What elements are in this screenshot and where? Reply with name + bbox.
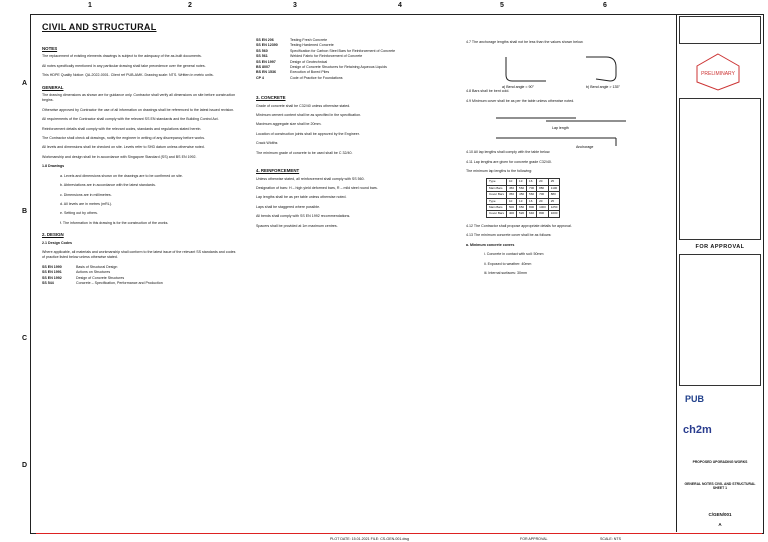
code-key: SS EN 1991 xyxy=(42,270,62,275)
table-cell: 450 xyxy=(517,192,527,198)
code-key: SS 561 xyxy=(256,54,268,59)
note: Laps shall be staggered where possible. xyxy=(256,204,321,209)
table-cell: 560 xyxy=(527,192,537,198)
table-header: 16 xyxy=(527,179,537,185)
table-cell: 880 xyxy=(537,185,549,191)
note: The Contractor shall check all drawings, notify the engineer in writing of any discrepancy before works. xyxy=(42,136,205,141)
note: 4.11 Lap lengths are given for concrete grade C32/40. xyxy=(466,159,552,164)
code-value: Actions on Structures xyxy=(76,270,111,275)
section-heading: GENERAL xyxy=(42,84,64,90)
note: Workmanship and design shall be in accordance with Singapore Standard (SS) and BS EN 1992. xyxy=(42,154,197,159)
code-key: SS 544 xyxy=(42,280,54,285)
note: Otherwise approved by Contractor the use of all information on drawings shall be referenced to the latest issued revision. xyxy=(42,107,235,112)
section-heading: 3. CONCRETE xyxy=(256,95,286,101)
code-key: BS EN 1536 xyxy=(256,70,276,75)
engineer-stamp xyxy=(691,52,745,92)
lap-diagram xyxy=(466,108,666,130)
table-cell: Cover Bars xyxy=(487,192,507,198)
table-cell: 10 xyxy=(507,198,517,204)
bend-label-a: a) Bend angle = 90° xyxy=(502,85,534,90)
col-number: 1 xyxy=(88,2,92,9)
col-number: 4 xyxy=(398,2,402,9)
note: 4.12 The Contractor shall propose appropriate details for approval. xyxy=(466,223,572,228)
code-key: BS 8007 xyxy=(256,65,270,70)
table-cell: 1100 xyxy=(548,185,560,191)
stamp-text: PRELIMINARY xyxy=(701,71,735,77)
section-heading: 4. REINFORCEMENT xyxy=(256,168,300,174)
note: The replacement of existing elements drawings is subject to the adequacy of the as-built documents. xyxy=(42,54,202,59)
note: Designation of bars: H – high yield deformed bars, R – mild steel round bars. xyxy=(256,185,378,190)
notes-column-2 xyxy=(256,38,452,233)
note: All notes specifically mentioned in any particular drawing shall take precedence over the general notes. xyxy=(42,63,206,68)
table-cell: 560 xyxy=(517,185,527,191)
code-key: SS EN 1990 xyxy=(42,264,62,269)
note: All levels and dimensions shall be checked on site. Levels refer to SHD datum unless otherwise noted. xyxy=(42,145,205,150)
table-cell: 1250 xyxy=(548,205,560,211)
code-value: Concrete – Specification, Performance and Production xyxy=(76,280,163,285)
drawing-number: C/GEN/001 xyxy=(708,512,732,517)
project-title: PROPOSED UPGRADING WORKS xyxy=(692,460,748,464)
table-cell: 880 xyxy=(548,192,560,198)
table-cell: 13 xyxy=(517,198,527,204)
note: a. Levels and dimensions shown on the drawings are to be confirmed on site. xyxy=(60,173,183,178)
notes-area xyxy=(36,18,674,530)
table-row xyxy=(487,211,560,217)
table-cell: 20 xyxy=(537,198,549,204)
table-header: 13 xyxy=(517,179,527,185)
subheading: 2.1 Design Codes xyxy=(42,240,72,245)
table-header: 10 xyxy=(507,179,517,185)
note: Where applicable, all materials and workmanship shall conform to the latest issue of the relevant SS standards and codes of practice listed below unless otherwise stated. xyxy=(42,249,236,260)
note: Maximum aggregate size shall be 20mm. xyxy=(256,122,322,127)
note: Location of construction joints shall be approved by the Engineer. xyxy=(256,131,360,136)
note: The minimum grade of concrete to be used shall be C 32/40. xyxy=(256,150,353,155)
table-cell: 400 xyxy=(507,211,517,217)
pub-logo: PUB xyxy=(685,394,705,404)
table-cell: 1000 xyxy=(537,205,549,211)
table-cell: Cover Bars xyxy=(487,211,507,217)
code-value: Specification for Carbon Steel Bars for Reinforcement of Concrete xyxy=(290,48,396,53)
table-cell: 350 xyxy=(507,192,517,198)
code-value: Design of Concrete Structures xyxy=(76,275,125,280)
note: i. Concrete in contact with soil: 50mm xyxy=(484,252,544,257)
col-number: 5 xyxy=(500,2,504,9)
table-cell: Main Bars xyxy=(487,185,507,191)
lap-length-table xyxy=(486,178,560,217)
status-footer: FOR APPROVAL xyxy=(520,537,548,541)
table-cell: 500 xyxy=(507,205,517,211)
note: iii. Internal surfaces: 30mm xyxy=(484,270,527,275)
code-value: Testing Hardened Concrete xyxy=(290,43,334,48)
note: ii. Exposed to weather: 40mm xyxy=(484,261,532,266)
table-header: 25 xyxy=(548,179,560,185)
note: 4.9 Minimum cover shall be as per the table unless otherwise noted. xyxy=(466,98,575,103)
notes-column-1 xyxy=(42,40,238,286)
code-value: Testing Fresh Concrete xyxy=(290,38,328,42)
ch2m-logo: ch2m xyxy=(683,424,712,436)
code-value: Design of Concrete Structures for Retaining Aqueous Liquids xyxy=(290,65,387,70)
note: e. Setting out by others. xyxy=(60,211,98,216)
revision-table xyxy=(679,254,761,386)
table-cell: Type xyxy=(487,198,507,204)
code-row xyxy=(42,281,238,286)
title-block xyxy=(676,14,763,532)
row-letter: B xyxy=(22,208,28,215)
code-key: SS EN 12390 xyxy=(256,43,278,48)
revision-letter: A xyxy=(718,522,722,527)
note: Reinforcement details shall comply with the relevant codes, standards and regulations stated herein. xyxy=(42,126,202,131)
table-cell: 650 xyxy=(517,205,527,211)
section-heading: NOTES xyxy=(42,46,58,51)
row-letter: A xyxy=(22,80,28,87)
red-border-line xyxy=(36,533,762,534)
note: 4.8 Bars shall be bent cold. xyxy=(466,89,510,94)
anchorage-diagram xyxy=(466,130,666,150)
table-cell: 700 xyxy=(537,192,549,198)
table-cell: 450 xyxy=(507,185,517,191)
file-reference: PLOT DATE: 15.01.2021 FILE: CS-GEN-001.dwg xyxy=(330,537,409,541)
bar-bend-diagram xyxy=(466,49,666,89)
code-value: Basis of Structural Design xyxy=(76,264,118,269)
page-title: CIVIL AND STRUCTURAL xyxy=(42,22,157,32)
code-key: SS EN 1997 xyxy=(256,59,276,64)
note: c. Dimensions are in millimetres. xyxy=(60,192,112,197)
bend-label-b: b) Bend angle > 135° xyxy=(586,85,620,90)
table-cell: 640 xyxy=(527,211,537,217)
note: All bends shall comply with SS EN 1992 recommendations. xyxy=(256,214,351,219)
col-number: 6 xyxy=(603,2,607,9)
table-cell: 800 xyxy=(527,205,537,211)
scale-footer: SCALE: NTS xyxy=(600,537,621,541)
table-cell: 16 xyxy=(527,198,537,204)
note: Minimum cement content shall be as specified in the specification. xyxy=(256,113,362,118)
col-number: 3 xyxy=(293,2,297,9)
table-cell: Main Bars xyxy=(487,205,507,211)
note: 4.7 The anchorage lengths shall not be less than the values shown below. xyxy=(466,40,584,44)
table-cell: 800 xyxy=(537,211,549,217)
note: 4.13 The minimum concrete cover shall be as follows: xyxy=(466,233,552,238)
drawing-title: GENERAL NOTES CIVIL AND STRUCTURAL SHEET 1 xyxy=(684,482,756,490)
code-key: SS 560 xyxy=(256,48,268,53)
revision-box xyxy=(679,16,761,44)
table-caption: The minimum lap lengths to the following: xyxy=(466,169,533,174)
code-value: Code of Practice for Foundations xyxy=(290,75,343,80)
row-letter: D xyxy=(22,462,28,469)
table-cell: 700 xyxy=(527,185,537,191)
table-cell: 1000 xyxy=(548,211,560,217)
lap-label: Lap length xyxy=(552,126,569,131)
note: 4.10 All lap lengths shall comply with the table below. xyxy=(466,150,551,155)
code-key: SS EN 1992 xyxy=(42,275,62,280)
note: Spacers shall be provided at 1m maximum centres. xyxy=(256,223,338,228)
note: All requirements of the Contractor shall comply with the relevant SS EN standards and the Building Control Act. xyxy=(42,117,219,122)
note: Lap lengths shall be as per table unless otherwise noted. xyxy=(256,195,347,200)
code-value: Welded Fabric for Reinforcement of Concrete xyxy=(290,54,363,59)
subheading: 1.8 Drawings xyxy=(42,164,65,169)
note: Crack Widths xyxy=(256,141,278,146)
row-letter: C xyxy=(22,335,28,342)
code-row xyxy=(256,76,452,81)
notes-column-3 xyxy=(466,40,666,280)
note: The drawing dimensions as shown are for guidance only. Contractor shall verify all dimensions on site before construction begins. xyxy=(42,93,236,103)
section-heading: 2. DESIGN xyxy=(42,232,64,238)
code-key: SS EN 206 xyxy=(256,38,274,42)
note: Unless otherwise stated, all reinforcement shall comply with SS 560. xyxy=(256,176,365,181)
code-value: Execution of Bored Piles xyxy=(290,70,330,75)
notes-box xyxy=(679,98,761,240)
table-cell: 520 xyxy=(517,211,527,217)
col-number: 2 xyxy=(188,2,192,9)
code-value: Design of Geotechnical xyxy=(290,59,328,64)
anchorage-label: Anchorage xyxy=(576,145,594,150)
note: d. All levels are in metres (mRL). xyxy=(60,201,112,206)
note: Grade of concrete shall be C32/40 unless otherwise stated. xyxy=(256,103,351,108)
subheading: a. Minimum concrete covers xyxy=(466,242,515,247)
note: This HDPE Quality Notice: QA-2022-0001. Client ref PUB-AMK. Drawing scale: NTS. Written in metric units. xyxy=(42,73,214,78)
approval-label: FOR APPROVAL xyxy=(695,244,745,250)
code-key: CP 4 xyxy=(256,75,264,80)
table-header: Type xyxy=(487,179,507,185)
note: f. The information in this drawing is for the construction of the works. xyxy=(60,220,169,225)
note: b. Abbreviations are in accordance with the latest standards. xyxy=(60,183,156,188)
table-header: 20 xyxy=(537,179,549,185)
table-cell: 25 xyxy=(548,198,560,204)
